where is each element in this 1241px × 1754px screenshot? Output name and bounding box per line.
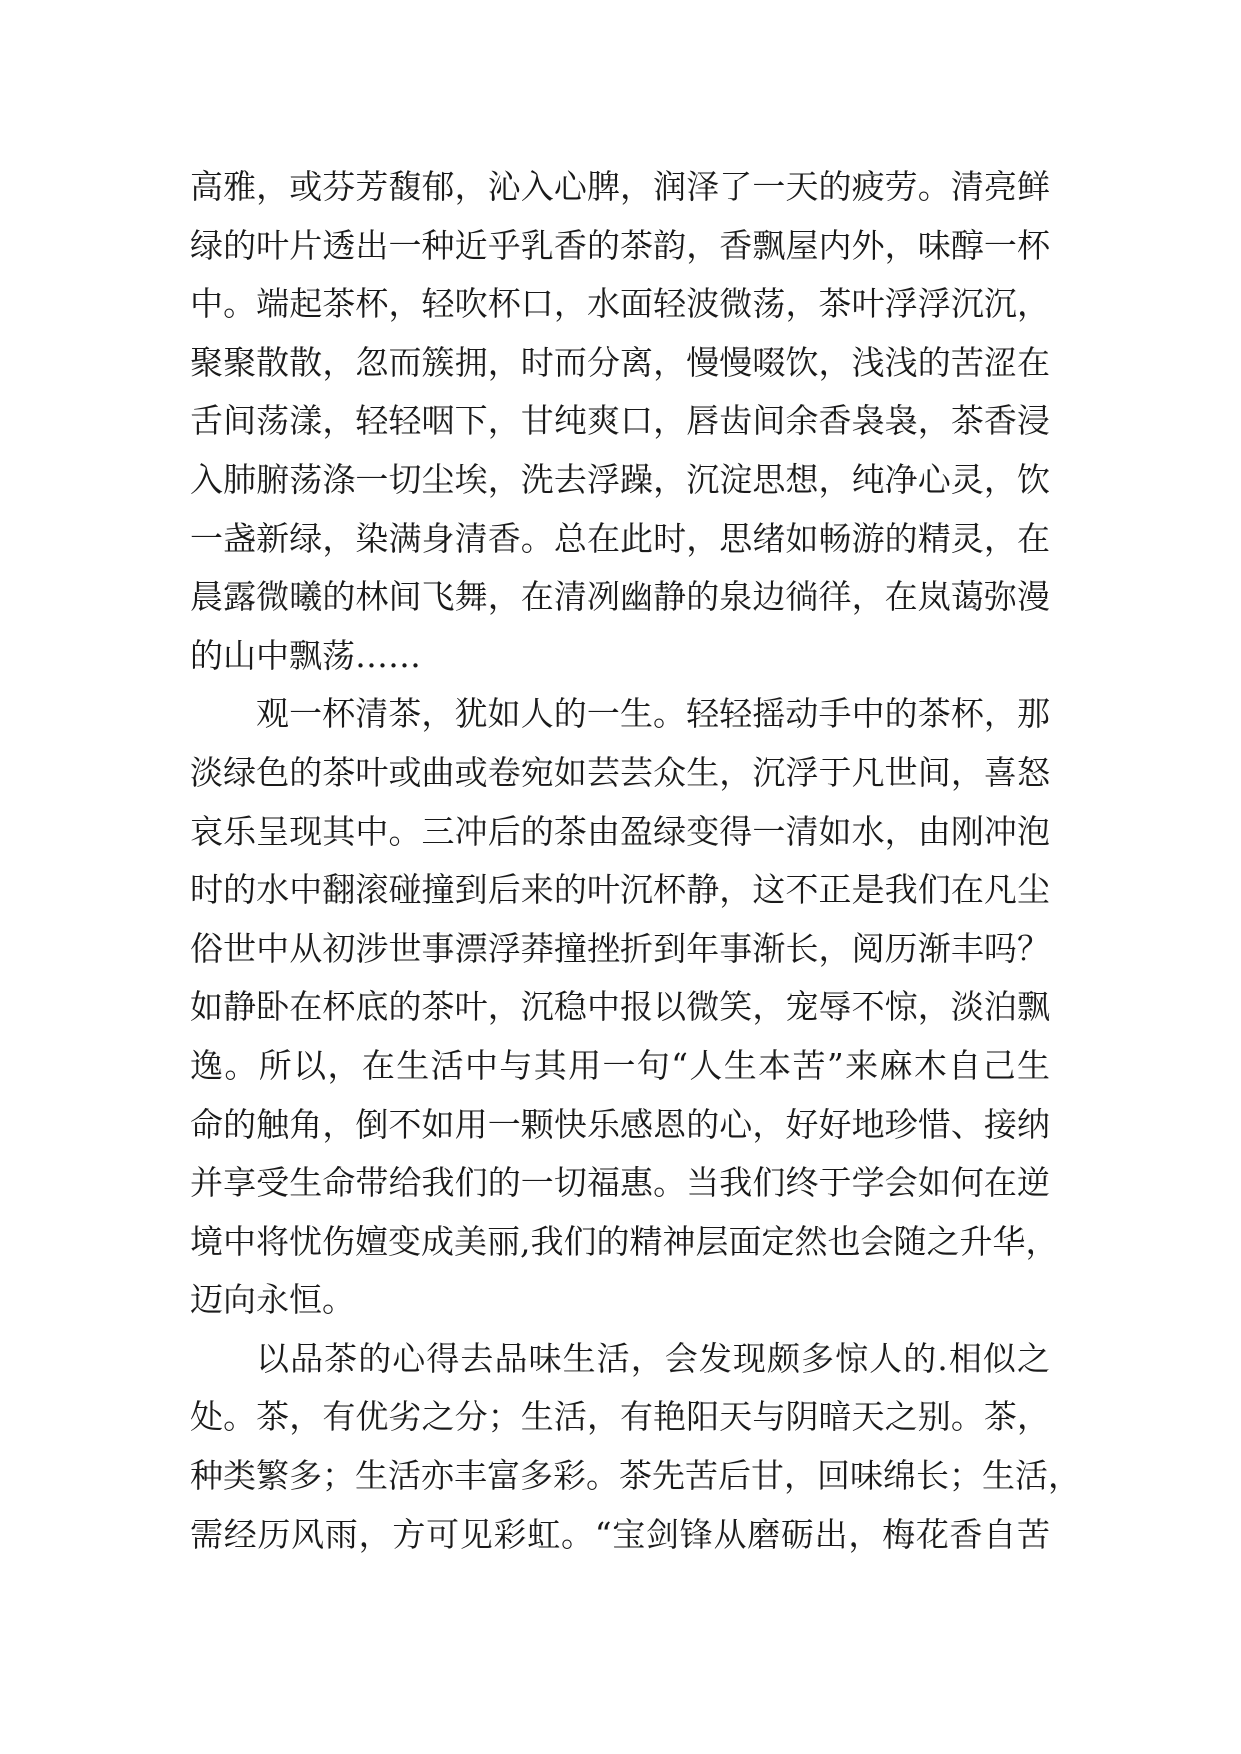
text-line: 观一杯清茶，犹如人的一生。轻轻摇动手中的茶杯，那 [256,694,1050,734]
text-line: 中。端起茶杯，轻吹杯口，水面轻波微荡，茶叶浮浮沉沉， [190,284,1050,324]
text-line: 一盏新绿，染满身清香。总在此时，思绪如畅游的精灵，在 [190,518,1050,558]
text-line: 的山中飘荡…… [190,635,421,675]
text-line: 淡绿色的茶叶或曲或卷宛如芸芸众生，沉浮于凡世间，喜怒 [190,752,1050,792]
text-line: 时的水中翻滚碰撞到后来的叶沉杯静，这不正是我们在凡尘 [190,870,1050,910]
text-line: 并享受生命带给我们的一切福惠。当我们终于学会如何在逆 [190,1163,1050,1203]
paragraph-1 [190,158,1050,685]
text-line: 入肺腑荡涤一切尘埃，洗去浮躁，沉淀思想，纯净心灵，饮 [190,459,1050,499]
text-line: 高雅，或芬芳馥郁，沁入心脾，润泽了一天的疲劳。清亮鲜 [190,167,1050,206]
text-line: 迈向永恒。 [190,1280,355,1320]
text-line: 逸。所以，在生活中与其用一句“人生本苦”来麻木自己生 [190,1045,1050,1085]
text-line: 哀乐呈现其中。三冲后的茶由盈绿变得一清如水，由刚冲泡 [190,811,1050,851]
text-line: 舌间荡漾，轻轻咽下，甘纯爽口，唇齿间余香袅袅，茶香浸 [190,401,1050,441]
text-line: 绿的叶片透出一种近乎乳香的茶韵，香飘屋内外，味醇一杯 [190,225,1050,265]
paragraph-3 [190,1330,1081,1564]
text-line: 命的触角，倒不如用一颗快乐感恩的心，好好地珍惜、接纳 [190,1104,1050,1144]
text-line: 处。茶，有优劣之分；生活，有艳阳天与阴暗天之别。茶， [190,1397,1050,1437]
text-line: 境中将忧伤嬗变成美丽,我们的精神层面定然也会随之升华， [190,1221,1059,1261]
text-line: 如静卧在杯底的茶叶，沉稳中报以微笑，宠辱不惊，淡泊飘 [190,987,1050,1027]
text-line: 以品茶的心得去品味生活，会发现颇多惊人的.相似之 [256,1338,1050,1378]
paragraph-2 [190,685,1059,1330]
text-line: 晨露微曦的林间飞舞，在清冽幽静的泉边徜徉，在岚蔼弥漫 [190,577,1050,617]
document-body [190,158,1081,1564]
text-line: 需经历风雨，方可见彩虹。“宝剑锋从磨砺出，梅花香自苦 [190,1514,1050,1554]
text-line: 聚聚散散，忽而簇拥，时而分离，慢慢啜饮，浅浅的苦涩在 [190,342,1050,382]
text-line: 种类繁多；生活亦丰富多彩。茶先苦后甘，回味绵长；生活， [190,1456,1081,1496]
text-line: 俗世中从初涉世事漂浮莽撞挫折到年事渐长，阅历渐丰吗？ [190,928,1050,968]
